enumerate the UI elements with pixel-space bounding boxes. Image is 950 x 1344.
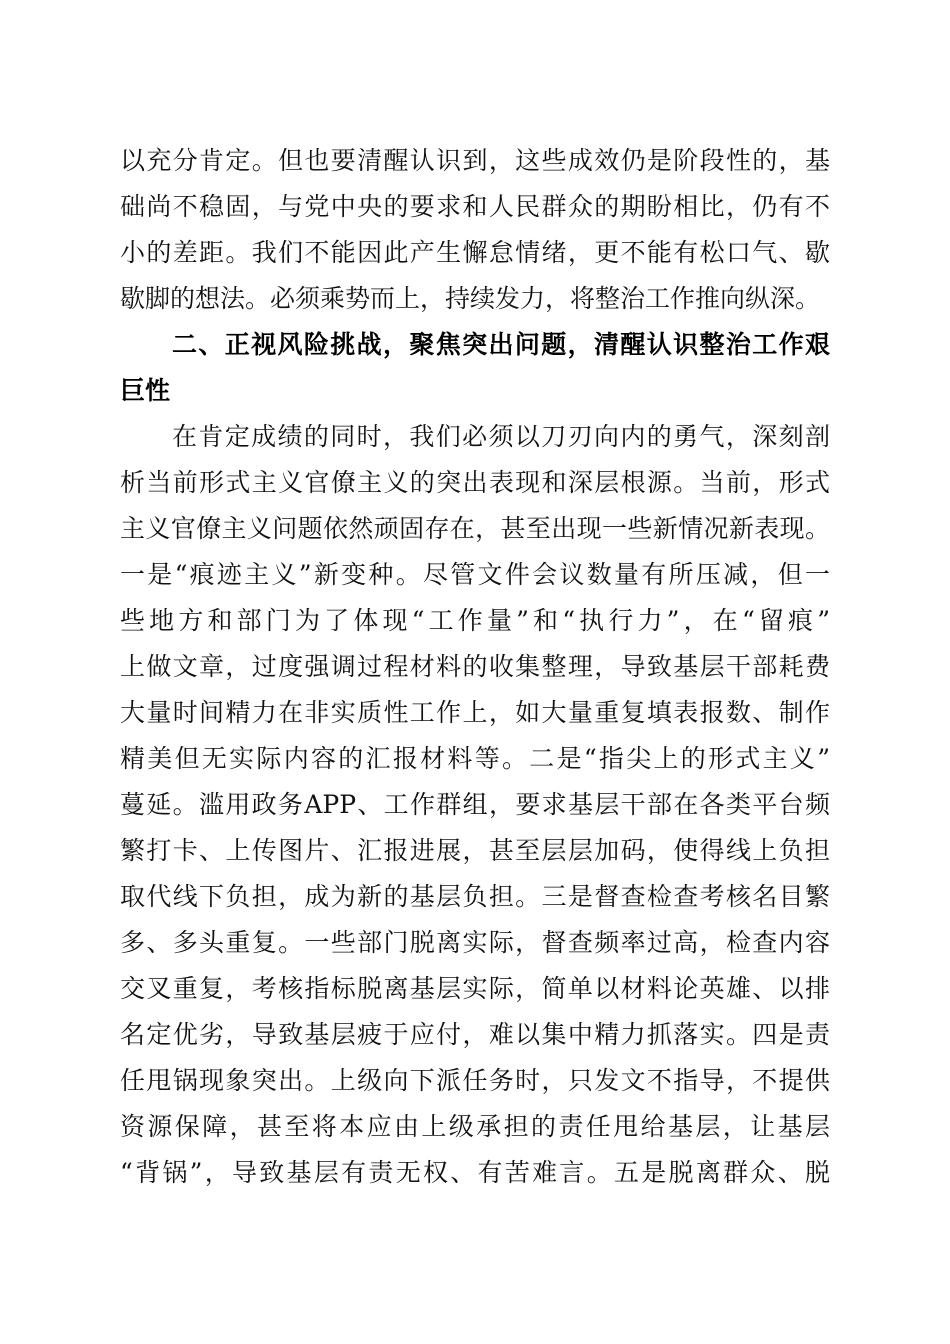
body-line-3: 主义官僚主义问题依然顽固存在，甚至出现一些新情况新表现。: [120, 514, 830, 543]
section-heading-line-2: 巨性: [120, 376, 171, 405]
body-line-11: 取代线下负担，成为新的基层负担。三是督查检查考核名目繁: [120, 882, 830, 911]
body-line-5: 些地方和部门为了体现“工作量”和“执行力”，在“留痕”: [120, 606, 830, 635]
intro-line-3: 小的差距。我们不能因此产生懈怠情绪，更不能有松口气、歇: [120, 238, 830, 267]
body-line-8: 精美但无实际内容的汇报材料等。二是“指尖上的形式主义”: [120, 744, 830, 773]
body-line-2: 析当前形式主义官僚主义的突出表现和深层根源。当前，形式: [120, 468, 830, 497]
intro-line-1: 以充分肯定。但也要清醒认识到，这些成效仍是阶段性的，基: [120, 146, 830, 175]
body-line-1: 在肯定成绩的同时，我们必须以刀刃向内的勇气，深刻剖: [172, 422, 830, 451]
body-line-7: 大量时间精力在非实质性工作上，如大量重复填表报数、制作: [120, 698, 830, 727]
intro-line-2: 础尚不稳固，与党中央的要求和人民群众的期盼相比，仍有不: [120, 192, 830, 221]
body-line-17: “背锅”，导致基层有责无权、有苦难言。五是脱离群众、脱: [120, 1158, 830, 1187]
body-line-14: 名定优劣，导致基层疲于应付，难以集中精力抓落实。四是责: [120, 1020, 830, 1049]
body-line-10: 繁打卡、上传图片、汇报进展，甚至层层加码，使得线上负担: [120, 836, 830, 865]
body-line-4: 一是“痕迹主义”新变种。尽管文件会议数量有所压减，但一: [120, 560, 830, 589]
body-line-12: 多、多头重复。一些部门脱离实际，督查频率过高，检查内容: [120, 928, 830, 957]
body-line-15: 任甩锅现象突出。上级向下派任务时，只发文不指导，不提供: [120, 1066, 830, 1095]
body-line-13: 交叉重复，考核指标脱离基层实际，简单以材料论英雄、以排: [120, 974, 830, 1003]
section-heading-line-1: 二、正视风险挑战，聚焦突出问题，清醒认识整治工作艰: [172, 330, 830, 359]
body-line-6: 上做文章，过度强调过程材料的收集整理，导致基层干部耗费: [120, 652, 830, 681]
body-line-16: 资源保障，甚至将本应由上级承担的责任甩给基层，让基层: [120, 1112, 830, 1141]
body-line-9: 蔓延。滥用政务APP、工作群组，要求基层干部在各类平台频: [120, 790, 830, 819]
intro-line-4: 歇脚的想法。必须乘势而上，持续发力，将整治工作推向纵深。: [120, 284, 821, 313]
